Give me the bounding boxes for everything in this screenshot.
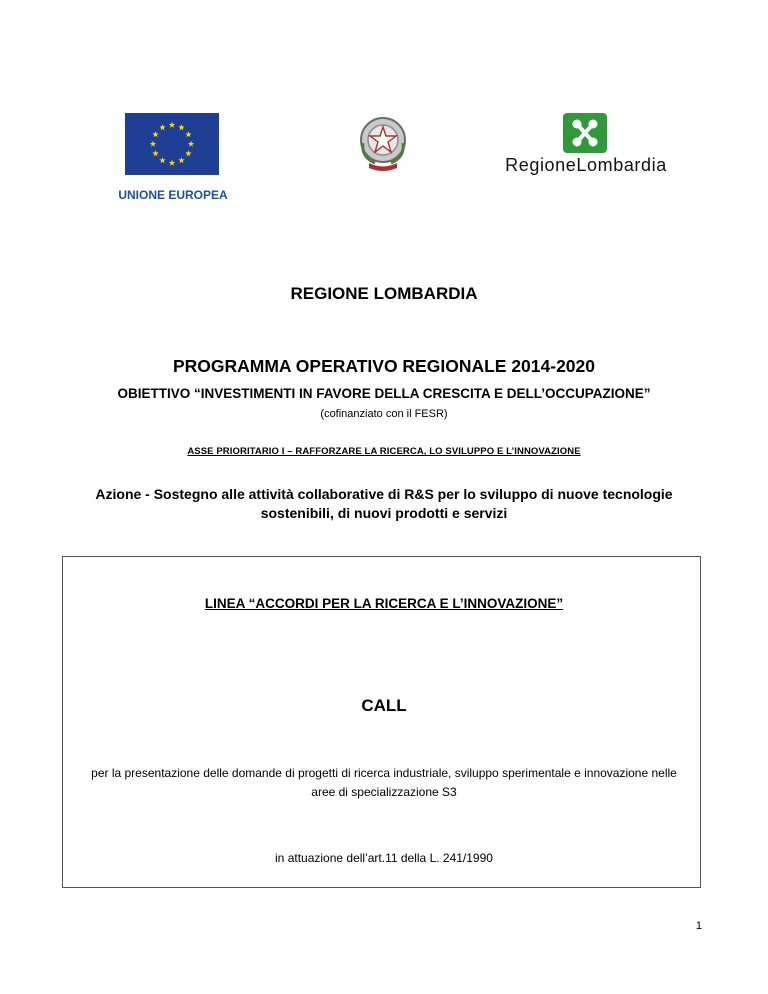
legal-reference-text: in attuazione dell’art.11 della L. 241/1990 <box>275 851 493 865</box>
priority-axis-line: ASSE PRIORITARIO I – RAFFORZARE LA RICERCA, LO SVILUPPO E L’INNOVAZIONE <box>187 446 581 457</box>
call-purpose-text: per la presentazione delle domande di progetti di ricerca industriale, sviluppo sperimentale e innovazione nelle aree di specializzazione S3 <box>91 766 677 799</box>
objective-line: OBIETTIVO “INVESTIMENTI IN FAVORE DELLA CRESCITA E DELL’OCCUPAZIONE” <box>117 386 651 401</box>
action-description: Azione - Sostegno alle attività collaborative di R&S per lo sviluppo di nuove tecnologie sostenibili, di nuovi prodotti e servizi <box>95 486 673 521</box>
program-title: PROGRAMMA OPERATIVO REGIONALE 2014-2020 <box>172 356 596 376</box>
linea-title: LINEA “ACCORDI PER LA RICERCA E L’INNOVAZIONE” <box>204 596 564 611</box>
cofinanced-note: (cofinanziato con il FESR) <box>320 408 448 420</box>
regione-lombardia-rosa-camuna-icon <box>563 113 607 153</box>
page-number: 1 <box>695 920 702 932</box>
eu-label: UNIONE EUROPEA <box>118 188 228 202</box>
eu-flag-logo <box>125 113 219 175</box>
italian-republic-emblem-logo <box>355 113 411 173</box>
call-title: CALL <box>361 696 407 715</box>
region-title: REGIONE LOMBARDIA <box>290 284 478 303</box>
regione-lombardia-logo-text: RegioneLombardia <box>505 155 667 175</box>
